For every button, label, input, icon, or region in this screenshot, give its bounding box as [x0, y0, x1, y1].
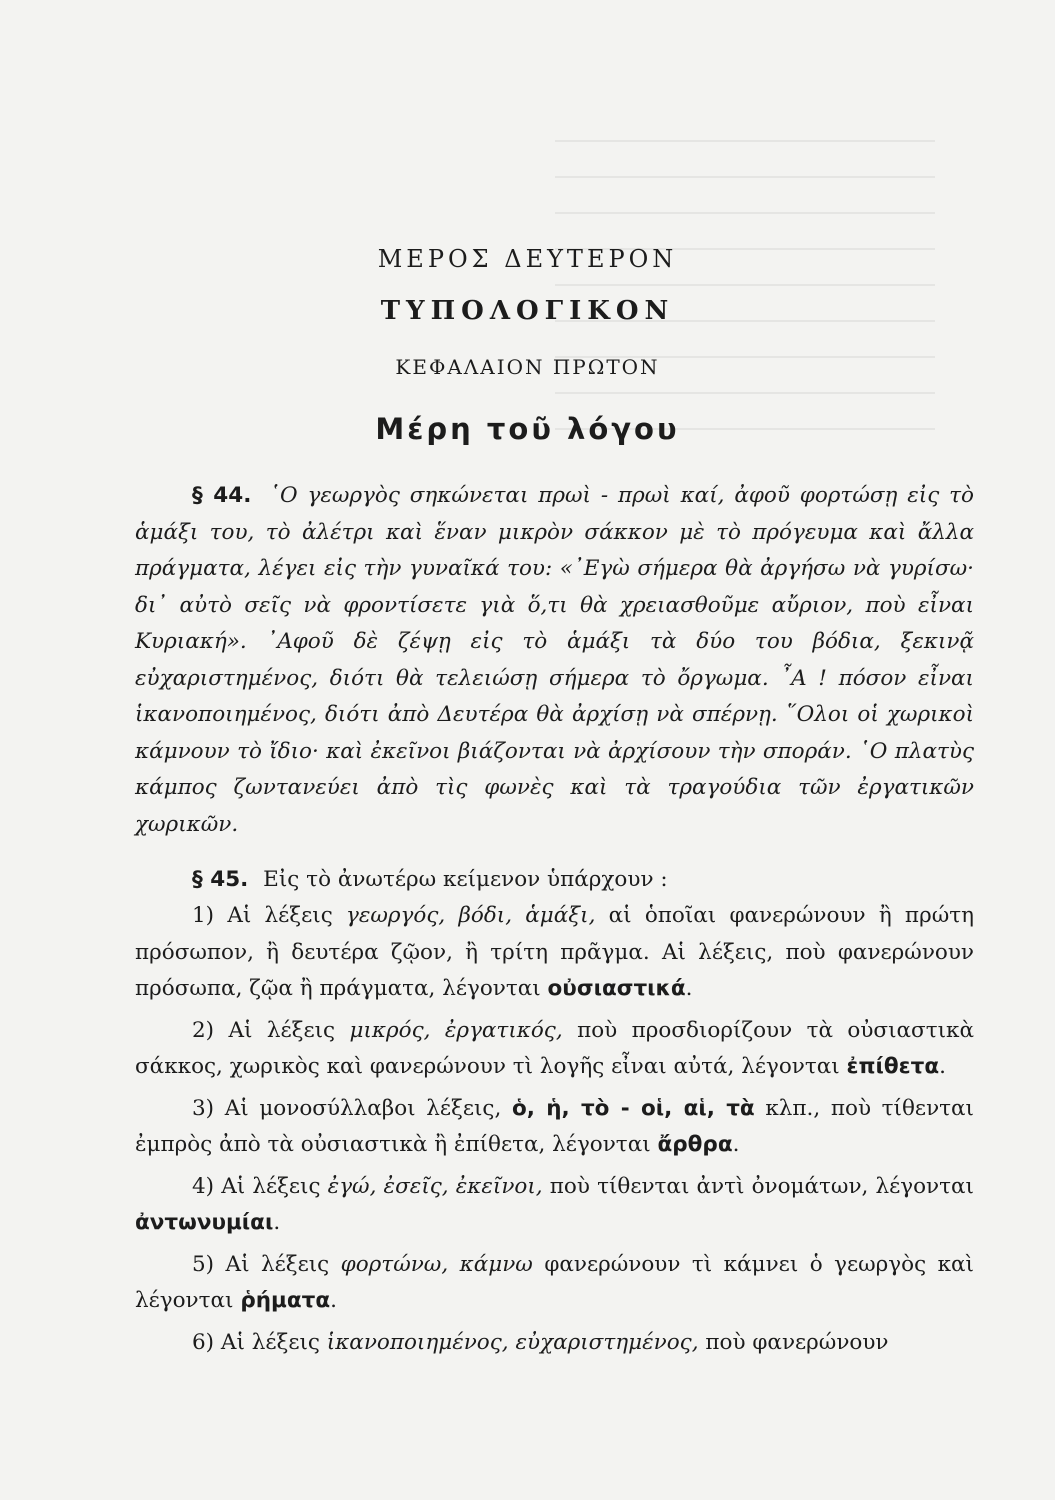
paragraph-45-intro-text: Εἰς τὸ ἀνωτέρω κείμενον ὑπάρχουν :	[263, 867, 668, 892]
item-number: 6)	[192, 1329, 215, 1355]
item-examples: μικρός, ἐργατικός,	[349, 1017, 563, 1043]
item-end: .	[939, 1054, 946, 1079]
chapter-heading: ΚΕΦΑΛΑΙΟΝ ΠΡΩΤΟΝ	[395, 355, 660, 379]
item-text: Αἱ λέξεις	[221, 1173, 321, 1199]
list-item	[135, 1013, 974, 1086]
item-number: 2)	[192, 1017, 215, 1043]
item-end: .	[732, 1132, 740, 1157]
item-text: ποὺ τίθενται ἀντὶ ὀνομάτων, λέγονται	[549, 1173, 974, 1199]
item-text: αἱ ὁποῖαι φανερώνουν ἢ πρώτη πρόσωπον, ἢ δευτέρα ζῷον, ἢ τρίτη πρᾶγμα. Αἱ λέξεις, ποὺ φανερώνουν πρόσωπα, ζῷα ἢ πράγματα, λέγονται	[135, 903, 975, 1001]
section-heading: ΤΥΠΟΛΟΓΙΚΟΝ	[380, 296, 675, 326]
item-text: Αἱ μονοσύλλαβοι λέξεις,	[224, 1095, 502, 1121]
section-number-45: § 45.	[192, 867, 249, 892]
item-term: ῥήματα	[240, 1288, 331, 1313]
item-end: .	[273, 1210, 281, 1235]
item-text: Αἱ λέξεις	[220, 1329, 320, 1355]
paragraph-44-text: ῾Ο γεωργὸς σηκώνεται πρωὶ - πρωὶ καί, ἀφοῦ φορτώσῃ εἰς τὸ ἁμάξι του, τὸ ἀλέτρι καὶ ἕναν μικρὸν σάκκον μὲ τὸ πρόγευμα καὶ ἄλλα πράγματα, λέγει εἰς τὴν γυναῖκά του: «᾿Εγὼ σήμερα θὰ ἀργήσω νὰ γυρίσω· δι᾿ αὐτὸ σεῖς νὰ φροντίσετε γιὰ ὅ,τι θὰ χρειασθοῦμε αὔριον, ποὺ εἶναι Κυριακή». ᾿Αφοῦ δὲ ζέψῃ εἰς τὸ ἁμάξι τὰ δύο του βόδια, ξεκινᾷ εὐχαριστημένος, διότι θὰ τελειώσῃ σήμερα τὸ ὄργωμα. ῏Α ! πόσον εἶναι ἱκανοποιημένος, διότι ἀπὸ Δευτέρα θὰ ἀρχίσῃ νὰ σπέρνῃ. ῞Ολοι οἱ χωρικοὶ κάμνουν τὸ ἴδιο· καὶ ἐκεῖνοι βιάζονται νὰ ἀρχίσουν τὴν σποράν. ῾Ο πλατὺς κάμπος ζωντανεύει ἀπὸ τὶς φωνὲς καὶ τὰ τραγούδια τῶν ἐργατικῶν χωρικῶν.	[135, 483, 974, 837]
item-examples: ἐγώ, ἐσεῖς, ἐκεῖνοι,	[327, 1173, 543, 1199]
item-text: Αἱ λέξεις	[225, 1251, 330, 1277]
item-number: 1)	[192, 903, 215, 928]
list-item	[135, 1091, 974, 1164]
paragraph-44	[135, 478, 974, 843]
item-text: Αἱ λέξεις	[227, 903, 333, 928]
item-term: ἄρθρα	[657, 1132, 733, 1157]
chapter-title: Μέρη τοῦ λόγου	[375, 412, 680, 446]
list-item	[135, 1325, 974, 1362]
item-text: Αἱ λέξεις	[228, 1017, 336, 1043]
item-term: ἐπίθετα	[846, 1054, 940, 1079]
section-number-44: § 44.	[192, 483, 252, 508]
item-number: 5)	[192, 1251, 215, 1277]
item-end: .	[685, 976, 693, 1001]
item-text: φανερώνουν τὶ κάμνει ὁ γεωργὸς καὶ λέγονται	[135, 1251, 974, 1313]
item-term: ἀντωνυμίαι	[135, 1210, 274, 1235]
item-text: ποὺ προσδιορίζουν τὰ οὐσιαστικὰ σάκκος, χωρικὸς καὶ φανερώνουν τὶ λογῆς εἶναι αὐτά, λέγονται	[135, 1017, 975, 1079]
parts-of-speech-list	[135, 898, 974, 1366]
item-number: 4)	[192, 1173, 215, 1199]
list-item	[135, 898, 974, 1008]
part-heading: ΜΕΡΟΣ ΔΕΥΤΕΡΟΝ	[377, 245, 678, 273]
list-item	[135, 1169, 974, 1242]
item-examples: φορτώνω, κάμνω	[340, 1251, 533, 1277]
item-examples: ἱκανοποιημένος, εὐχαριστημένος,	[326, 1329, 699, 1355]
item-end: .	[330, 1288, 337, 1313]
item-examples: γεωργός, βόδι, ἁμάξι,	[346, 903, 596, 928]
list-item	[135, 1247, 974, 1320]
item-examples: ὁ, ἡ, τὸ - οἱ, αἱ, τὰ	[511, 1095, 755, 1121]
item-text: ποὺ φανερώνουν	[705, 1329, 889, 1355]
item-term: οὐσιαστικά	[547, 976, 686, 1001]
item-text: κλπ., ποὺ τίθενται ἐμπρὸς ἀπὸ τὰ οὐσιαστικὰ ἢ ἐπίθετα, λέγονται	[135, 1095, 974, 1157]
item-number: 3)	[192, 1095, 215, 1121]
paragraph-45-intro	[135, 862, 974, 899]
